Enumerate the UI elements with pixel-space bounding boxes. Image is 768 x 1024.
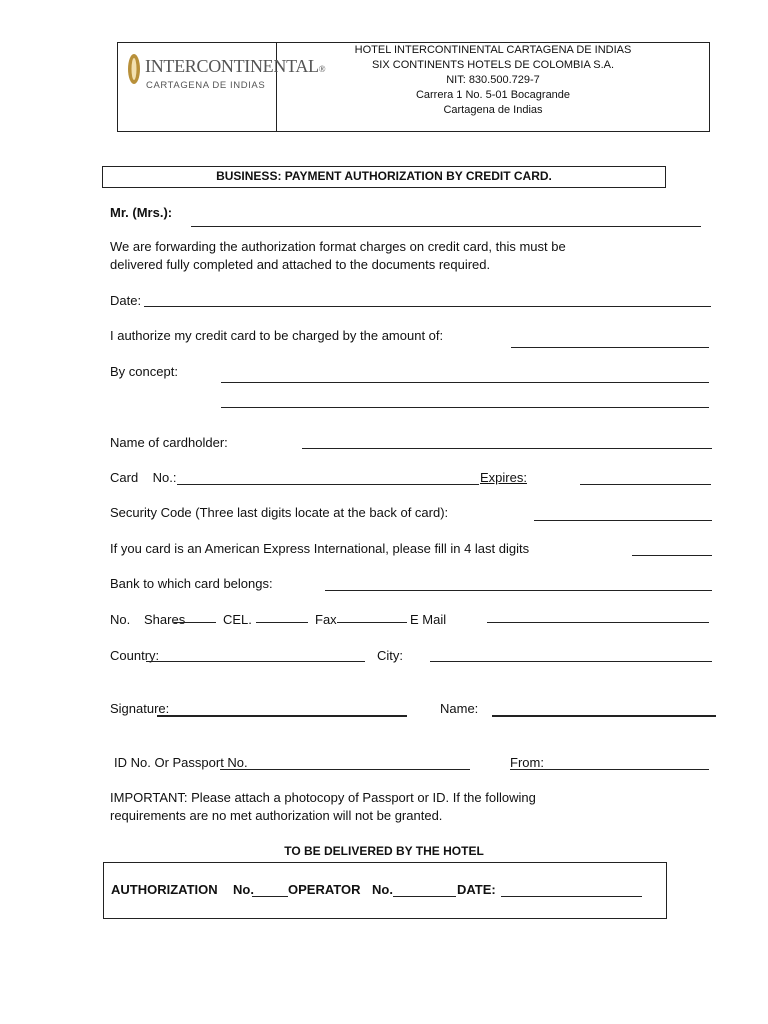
logo-name: INTERCONTINENTAL® xyxy=(145,56,326,76)
address-line: Cartagena de Indias xyxy=(443,104,543,116)
date-label: Date: xyxy=(110,293,142,308)
concept-field-2[interactable] xyxy=(221,407,709,408)
shares-label: Shares xyxy=(144,612,186,627)
important-note-line1: IMPORTANT: Please attach a photocopy of Passport or ID. If the following xyxy=(110,790,536,805)
bank-label: Bank to which card belongs: xyxy=(110,576,273,591)
card-number-label: Card No.: xyxy=(110,470,177,485)
cardholder-label: Name of cardholder: xyxy=(110,435,228,450)
expires-label: Expires: xyxy=(480,470,527,485)
operator-no-label: No. xyxy=(372,882,393,897)
address-line: HOTEL INTERCONTINENTAL CARTAGENA DE INDIAS xyxy=(354,44,632,56)
authorization-no-label: No. xyxy=(233,882,254,897)
form-title: BUSINESS: PAYMENT AUTHORIZATION BY CREDIT CARD. xyxy=(216,169,552,183)
name-field[interactable] xyxy=(492,715,716,717)
signature-label: Signature: xyxy=(110,701,170,716)
amex-label: If you card is an American Express International, please fill in 4 last digits xyxy=(110,541,530,556)
date-field[interactable] xyxy=(144,306,711,307)
country-label: Country: xyxy=(110,648,160,663)
cardholder-field[interactable] xyxy=(302,448,712,449)
bank-field[interactable] xyxy=(325,590,712,591)
email-label: E Mail xyxy=(410,612,447,627)
intro-text-line2: delivered fully completed and attached to the documents required. xyxy=(110,257,491,272)
authorization-label: AUTHORIZATION xyxy=(111,882,218,897)
mr-field[interactable] xyxy=(191,226,701,227)
important-note-line2: requirements are no met authorization will not be granted. xyxy=(110,808,443,823)
operator-label: OPERATOR xyxy=(288,882,361,897)
hotel-section-heading: TO BE DELIVERED BY THE HOTEL xyxy=(284,844,484,858)
hotel-date-label: DATE: xyxy=(457,882,496,897)
cel-field[interactable] xyxy=(256,622,308,623)
country-field[interactable] xyxy=(146,661,365,662)
city-field[interactable] xyxy=(430,661,712,662)
logo-subtitle: CARTAGENA DE INDIAS xyxy=(146,80,266,91)
concept-label: By concept: xyxy=(110,364,178,379)
from-field[interactable] xyxy=(510,769,709,770)
cel-label: CEL. xyxy=(223,612,252,627)
amount-label: I authorize my credit card to be charged by the amount of: xyxy=(110,328,444,343)
hotel-date-field[interactable] xyxy=(501,896,642,897)
card-number-field[interactable] xyxy=(177,484,479,485)
fax-field[interactable] xyxy=(337,622,407,623)
address-line: Carrera 1 No. 5-01 Bocagrande xyxy=(415,89,571,101)
concept-field-1[interactable] xyxy=(221,382,709,383)
security-code-label: Security Code (Three last digits locate at the back of card): xyxy=(110,505,449,520)
intercontinental-logo-icon xyxy=(125,52,143,86)
from-label: From: xyxy=(510,755,544,770)
expires-field[interactable] xyxy=(580,484,711,485)
operator-no-field[interactable] xyxy=(393,896,456,897)
intro-text-line1: We are forwarding the authorization format charges on credit card, this must be xyxy=(110,239,566,254)
address-line: NIT: 830.500.729-7 xyxy=(446,74,540,86)
id-passport-field[interactable] xyxy=(220,769,470,770)
city-label: City: xyxy=(377,648,403,663)
name-label: Name: xyxy=(440,701,479,716)
id-passport-label: ID No. Or Passport No. xyxy=(114,755,248,770)
amex-digits-field[interactable] xyxy=(632,555,712,556)
mr-label: Mr. (Mrs.): xyxy=(110,205,173,220)
amount-field[interactable] xyxy=(511,347,709,348)
phone-no-label: No. xyxy=(110,612,131,627)
address-line: SIX CONTINENTS HOTELS DE COLOMBIA S.A. xyxy=(371,59,615,71)
security-code-field[interactable] xyxy=(534,520,712,521)
authorization-no-field[interactable] xyxy=(252,896,288,897)
email-field[interactable] xyxy=(487,622,709,623)
signature-field[interactable] xyxy=(157,715,407,717)
hotel-address xyxy=(276,43,710,118)
shares-field[interactable] xyxy=(174,622,216,623)
fax-label: Fax xyxy=(315,612,337,627)
